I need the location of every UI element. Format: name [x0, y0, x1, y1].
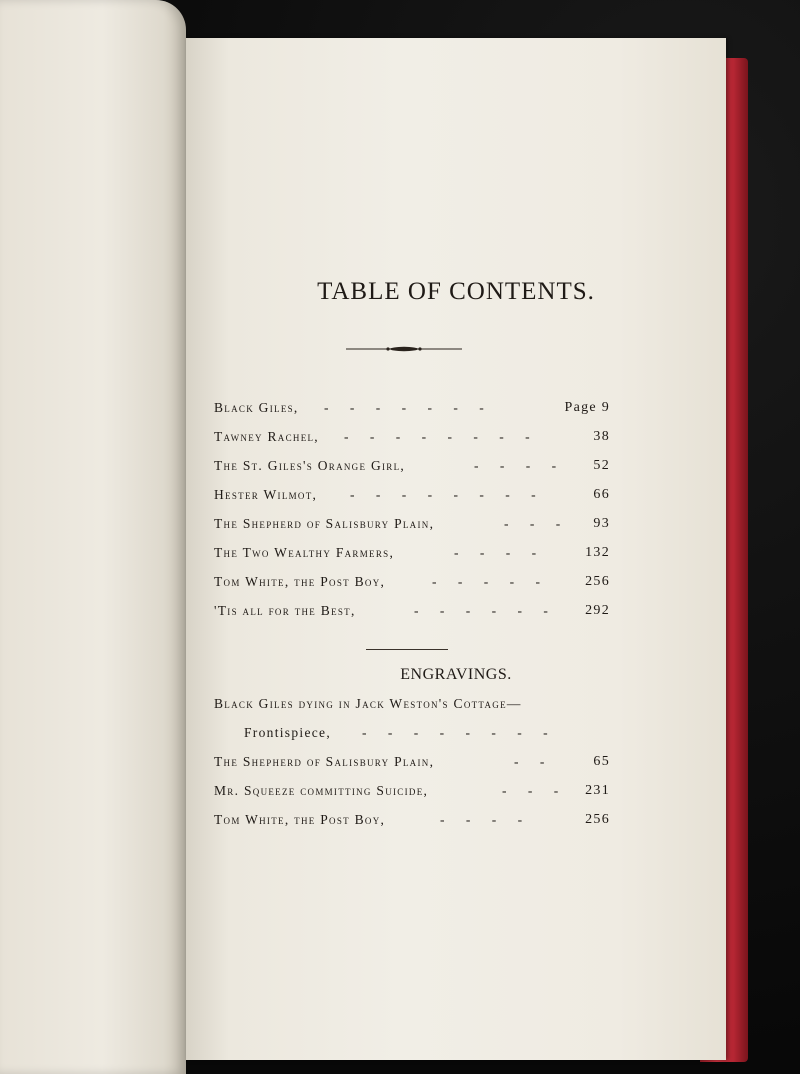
- contents-title: The Shepherd of Salisbury Plain,: [214, 516, 435, 531]
- contents-row: [214, 510, 610, 539]
- contents-page-number: 38: [593, 429, 610, 444]
- dot-leader: - - - - - - - -: [362, 725, 557, 740]
- engraving-title: Black Giles dying in Jack Weston's Cottage—: [214, 696, 522, 711]
- contents-row: [214, 423, 610, 452]
- engraving-title: Tom White, the Post Boy,: [214, 812, 386, 827]
- contents-row: [214, 394, 610, 423]
- contents-page-number: 52: [593, 458, 610, 473]
- contents-row: [214, 539, 610, 568]
- dot-leader: - - - - - - -: [324, 400, 493, 415]
- contents-page-number: 93: [593, 516, 610, 531]
- contents-title: Hester Wilmot,: [214, 487, 318, 502]
- engravings-heading: ENGRAVINGS.: [400, 666, 512, 683]
- engraving-subtitle: Frontispiece,: [244, 725, 332, 740]
- contents-row: [214, 452, 610, 481]
- engraving-row: [214, 719, 610, 748]
- right-page: [186, 38, 726, 1060]
- engraving-row: [214, 690, 610, 719]
- contents-page-number: 256: [585, 574, 610, 589]
- contents-row: [214, 481, 610, 510]
- engraving-page-number: 65: [593, 754, 610, 769]
- page-title: TABLE OF CONTENTS.: [317, 278, 595, 305]
- dot-leader: - - - - -: [432, 574, 549, 589]
- dot-leader: - - -: [502, 783, 568, 798]
- contents-row: [214, 597, 610, 626]
- engraving-row: [214, 777, 610, 806]
- left-page: [0, 0, 186, 1074]
- contents-title: Tawney Rachel,: [214, 429, 319, 444]
- engravings-list: [214, 690, 610, 835]
- dot-leader: - - - - - - - -: [344, 429, 539, 444]
- contents-title: The Two Wealthy Farmers,: [214, 545, 395, 560]
- engraving-page-number: 231: [585, 783, 610, 798]
- engraving-row: [214, 748, 610, 777]
- engraving-title: The Shepherd of Salisbury Plain,: [214, 754, 435, 769]
- dot-leader: - - - - - - - -: [350, 487, 545, 502]
- contents-page-number: 66: [593, 487, 610, 502]
- dot-leader: - - - -: [474, 458, 566, 473]
- section-rule: [366, 649, 448, 650]
- contents-title: Black Giles,: [214, 400, 299, 415]
- dot-leader: - - -: [504, 516, 570, 531]
- contents-page-number: 132: [585, 545, 610, 560]
- dot-leader: - - - -: [440, 812, 532, 827]
- ornament-divider: [346, 344, 462, 354]
- contents-title: Tom White, the Post Boy,: [214, 574, 386, 589]
- contents-list: [214, 394, 610, 626]
- contents-title: The St. Giles's Orange Girl,: [214, 458, 406, 473]
- dot-leader: - - - - - -: [414, 603, 557, 618]
- dot-leader: - - - -: [454, 545, 546, 560]
- contents-row: [214, 568, 610, 597]
- dot-leader: - -: [514, 754, 554, 769]
- contents-page-number: 292: [585, 603, 610, 618]
- engraving-page-number: 256: [585, 812, 610, 827]
- contents-title: 'Tis all for the Best,: [214, 603, 356, 618]
- engraving-row: [214, 806, 610, 835]
- contents-page-number: Page 9: [564, 400, 610, 415]
- engraving-title: Mr. Squeeze committing Suicide,: [214, 783, 429, 798]
